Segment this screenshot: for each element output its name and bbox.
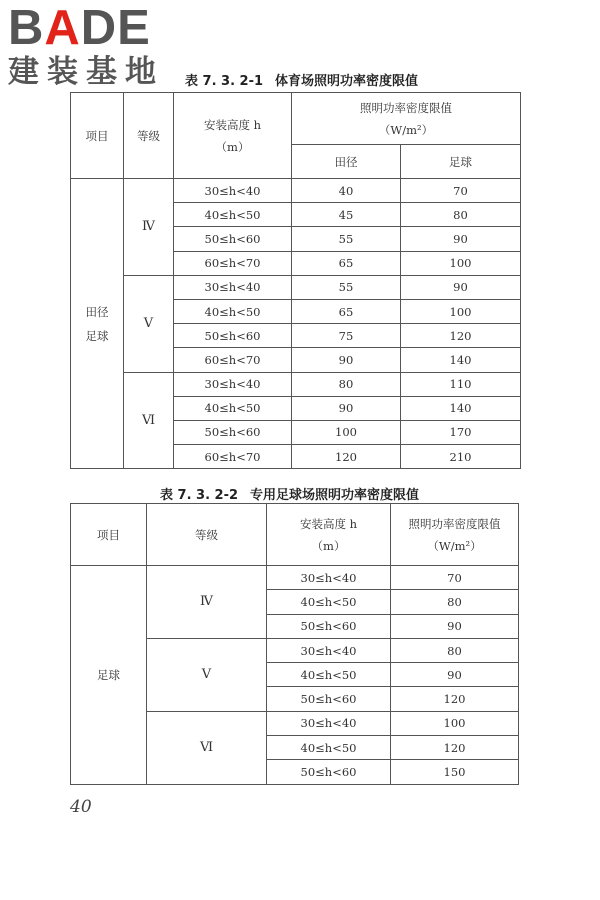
track-value-cell: 65: [292, 299, 401, 323]
logo-letter-accent: A: [44, 1, 81, 55]
table2-number: 表 7. 3. 2-2: [160, 488, 239, 503]
table1-header-limit-label: 照明功率密度限值: [360, 100, 452, 115]
table1-title: 体育场照明功率密度限值: [275, 74, 419, 89]
football-value-cell: 170: [401, 420, 521, 444]
table2-header-height: [267, 504, 391, 566]
table2-item-cell: 足球: [71, 566, 147, 785]
table2: [70, 503, 519, 785]
table2-title: 专用足球场照明功率密度限值: [250, 488, 420, 503]
table2-header-limit-label: 照明功率密度限值: [408, 516, 501, 531]
height-cell: 40≤h<50: [267, 663, 391, 687]
logo-wordmark: [8, 1, 178, 55]
height-cell: 60≤h<70: [174, 445, 292, 469]
limit-value-cell: 120: [391, 736, 519, 760]
limit-value-cell: 100: [391, 711, 519, 735]
football-value-cell: 70: [401, 179, 521, 203]
football-value-cell: 120: [401, 324, 521, 348]
height-cell: 30≤h<40: [267, 638, 391, 662]
football-value-cell: 140: [401, 396, 521, 420]
grade-cell: Ⅵ: [124, 372, 174, 469]
table1-header-item: 项目: [71, 93, 124, 179]
track-value-cell: 90: [292, 396, 401, 420]
football-value-cell: 140: [401, 348, 521, 372]
table2-header-height-label: 安装高度 h: [299, 516, 358, 531]
football-value-cell: 100: [401, 251, 521, 275]
table-row: [71, 566, 519, 590]
page-number: 40: [70, 797, 92, 817]
table1-header-height: [174, 93, 292, 179]
table2-header-limit: [391, 504, 519, 566]
height-cell: 30≤h<40: [174, 179, 292, 203]
table1-header-football: 足球: [401, 145, 521, 179]
table2-header-limit-unit: （W/m²）: [427, 538, 482, 553]
table1-item-cell: [71, 179, 124, 469]
football-value-cell: 210: [401, 445, 521, 469]
bade-logo: [8, 1, 178, 90]
table1-header-limit-unit: （W/m²）: [378, 122, 434, 137]
height-cell: 60≤h<70: [174, 348, 292, 372]
table2-body: [71, 566, 519, 785]
height-cell: 40≤h<50: [174, 203, 292, 227]
height-cell: 40≤h<50: [267, 736, 391, 760]
logo-cjk-text: 建装基地: [8, 54, 164, 90]
table2-header-grade: 等级: [147, 504, 267, 566]
height-cell: 40≤h<50: [267, 590, 391, 614]
table-row: [71, 179, 521, 203]
grade-cell: Ⅵ: [147, 711, 267, 784]
logo-letter: E: [117, 1, 151, 55]
table-row: [71, 372, 521, 396]
football-value-cell: 110: [401, 372, 521, 396]
track-value-cell: 65: [292, 251, 401, 275]
track-value-cell: 90: [292, 348, 401, 372]
height-cell: 30≤h<40: [174, 275, 292, 299]
table1-item-line: 足球: [85, 328, 109, 343]
height-cell: 40≤h<50: [174, 299, 292, 323]
limit-value-cell: 120: [391, 687, 519, 711]
limit-value-cell: 80: [391, 638, 519, 662]
table1: [70, 92, 521, 469]
track-value-cell: 80: [292, 372, 401, 396]
track-value-cell: 55: [292, 227, 401, 251]
football-value-cell: 90: [401, 227, 521, 251]
table1-body: [71, 179, 521, 469]
limit-value-cell: 150: [391, 760, 519, 784]
table2-header-item: 项目: [71, 504, 147, 566]
height-cell: 50≤h<60: [174, 324, 292, 348]
height-cell: 60≤h<70: [174, 251, 292, 275]
track-value-cell: 75: [292, 324, 401, 348]
logo-letter: D: [80, 1, 118, 55]
football-value-cell: 100: [401, 299, 521, 323]
track-value-cell: 55: [292, 275, 401, 299]
grade-cell: Ⅴ: [124, 275, 174, 372]
track-value-cell: 45: [292, 203, 401, 227]
logo-letter: B: [8, 1, 45, 55]
height-cell: 50≤h<60: [267, 687, 391, 711]
table1-caption: [185, 70, 418, 89]
height-cell: 40≤h<50: [174, 396, 292, 420]
table1-header-grade: 等级: [124, 93, 174, 179]
height-cell: 50≤h<60: [174, 420, 292, 444]
table1-item-line: 田径: [85, 304, 109, 319]
height-cell: 50≤h<60: [267, 760, 391, 784]
height-cell: 50≤h<60: [174, 227, 292, 251]
table2-caption: [160, 484, 419, 503]
limit-value-cell: 90: [391, 663, 519, 687]
height-cell: 50≤h<60: [267, 614, 391, 638]
football-value-cell: 90: [401, 275, 521, 299]
table1-number: 表 7. 3. 2-1: [185, 74, 264, 89]
height-cell: 30≤h<40: [267, 566, 391, 590]
limit-value-cell: 90: [391, 614, 519, 638]
grade-cell: Ⅴ: [147, 638, 267, 711]
table1-header-height-unit: （m）: [215, 139, 250, 154]
height-cell: 30≤h<40: [174, 372, 292, 396]
track-value-cell: 120: [292, 445, 401, 469]
table1-header-limit: [292, 93, 521, 145]
football-value-cell: 80: [401, 203, 521, 227]
grade-cell: Ⅳ: [147, 566, 267, 639]
limit-value-cell: 70: [391, 566, 519, 590]
table2-header-height-unit: （m）: [311, 538, 346, 553]
height-cell: 30≤h<40: [267, 711, 391, 735]
limit-value-cell: 80: [391, 590, 519, 614]
track-value-cell: 100: [292, 420, 401, 444]
table-row: [71, 275, 521, 299]
table1-header-track: 田径: [292, 145, 401, 179]
track-value-cell: 40: [292, 179, 401, 203]
table1-header-height-label: 安装高度 h: [203, 117, 262, 132]
grade-cell: Ⅳ: [124, 179, 174, 276]
